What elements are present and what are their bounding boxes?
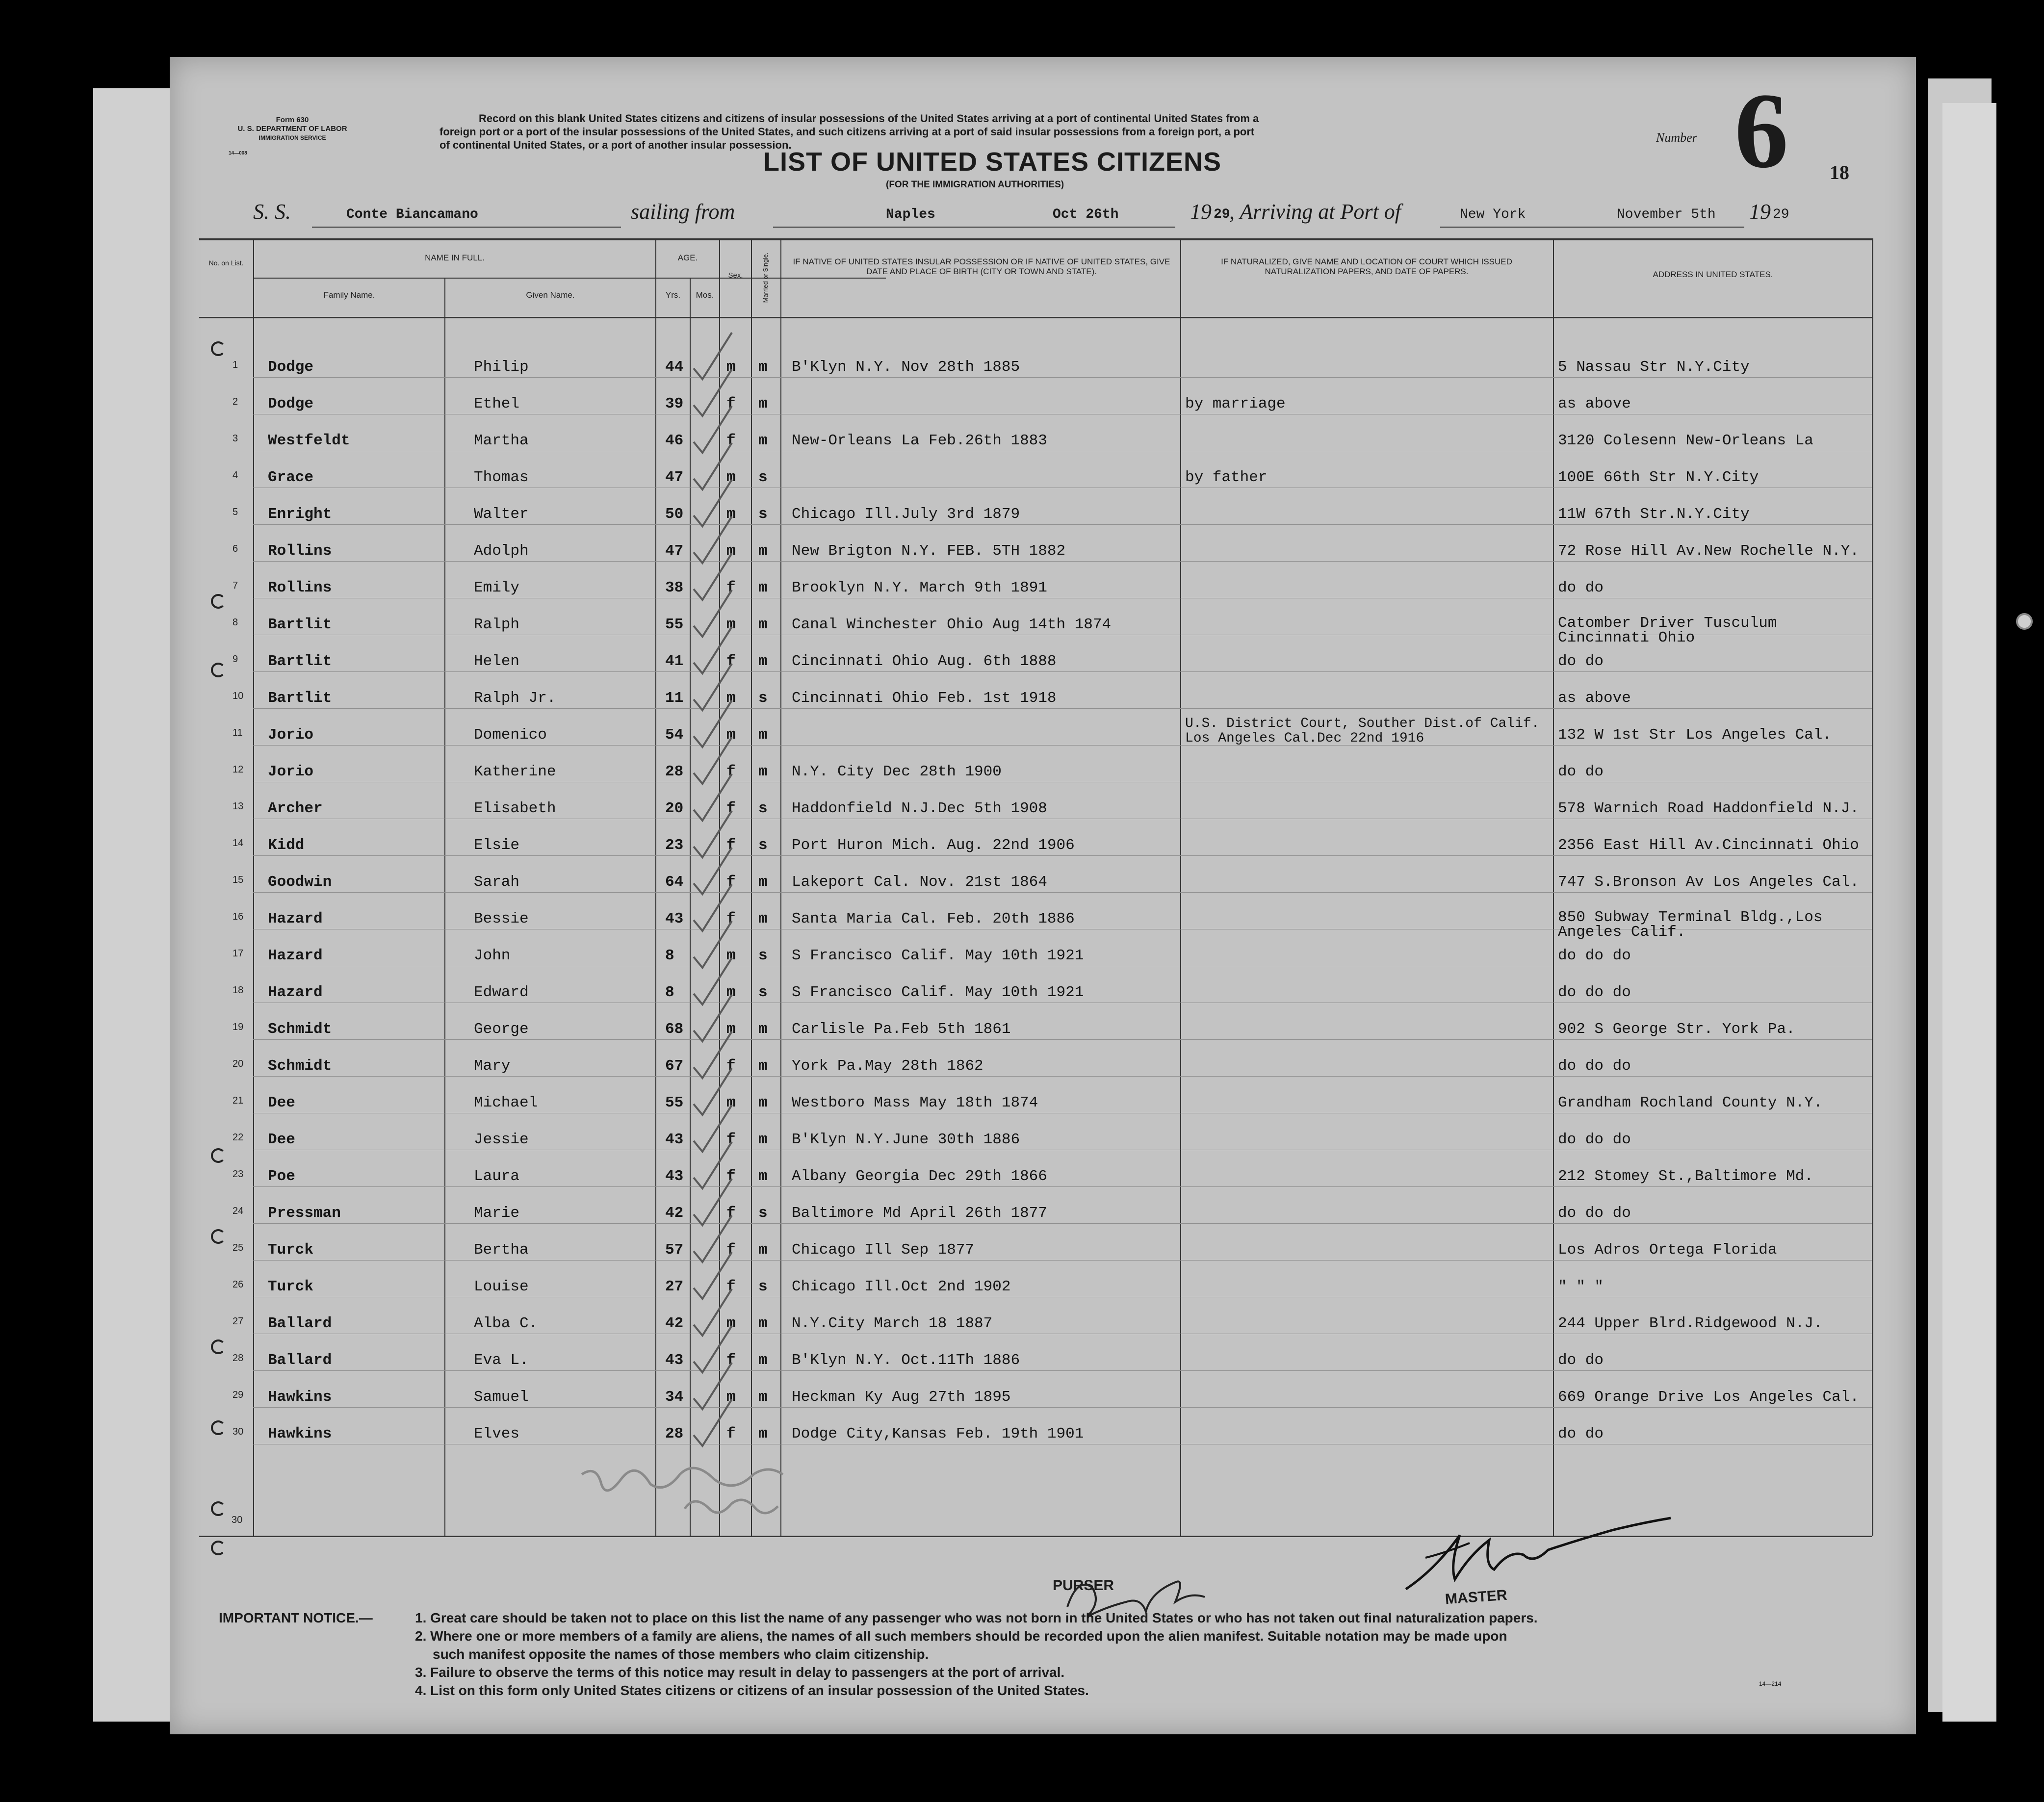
- birthplace-cell: N.Y.City March 18 1887: [792, 1315, 993, 1332]
- marital-status-cell: m: [758, 1168, 768, 1185]
- marital-status-cell: m: [758, 874, 768, 891]
- master-label: MASTER: [1444, 1587, 1508, 1608]
- col-sex: Sex.: [728, 271, 743, 280]
- birthplace-cell: Chicago Ill.Oct 2nd 1902: [792, 1278, 1011, 1295]
- corner-number: 18: [1830, 161, 1849, 183]
- age-cell: 44: [665, 359, 684, 376]
- birthplace-cell: Lakeport Cal. Nov. 21st 1864: [792, 874, 1047, 891]
- birthplace-cell: Westboro Mass May 18th 1874: [792, 1094, 1038, 1111]
- given-name-cell: Ralph: [474, 616, 520, 633]
- binding-hole: [2016, 613, 2033, 630]
- marital-status-cell: s: [758, 506, 768, 523]
- line-number: 21: [233, 1095, 244, 1106]
- given-name-cell: Domenico: [474, 726, 547, 744]
- birthplace-cell: Haddonfield N.J.Dec 5th 1908: [792, 800, 1047, 817]
- birthplace-cell: Cincinnati Ohio Feb. 1st 1918: [792, 690, 1057, 707]
- family-name-cell: Westfeldt: [268, 432, 350, 449]
- age-cell: 64: [665, 874, 684, 891]
- birthplace-cell: New-Orleans La Feb.26th 1883: [792, 432, 1047, 449]
- sex-cell: m: [726, 690, 736, 707]
- age-cell: 23: [665, 837, 684, 854]
- given-name-cell: Laura: [474, 1168, 520, 1185]
- notice-2b: such manifest opposite the names of those members who claim citizenship.: [433, 1647, 929, 1662]
- marital-status-cell: s: [758, 469, 768, 486]
- line-number: 24: [233, 1206, 244, 1216]
- family-name-cell: Bartlit: [268, 653, 332, 670]
- marital-status-cell: m: [758, 910, 768, 927]
- birthplace-cell: Baltimore Md April 26th 1877: [792, 1205, 1047, 1222]
- sex-cell: f: [726, 1131, 736, 1148]
- given-name-cell: Eva L.: [474, 1352, 529, 1369]
- marital-status-cell: s: [758, 800, 768, 817]
- family-name-cell: Dee: [268, 1131, 295, 1148]
- line-number: 30: [233, 1426, 244, 1437]
- sex-cell: m: [726, 984, 736, 1001]
- marital-status-cell: m: [758, 359, 768, 376]
- given-name-cell: Ralph Jr.: [474, 690, 556, 707]
- family-name-cell: Bartlit: [268, 690, 332, 707]
- preamble-line-1: Record on this blank United States citizens and citizens of insular possessions of the United States arriving at a port of continental United States from a: [479, 112, 1259, 125]
- address-cell: do do: [1558, 1352, 1604, 1369]
- address-cell: as above: [1558, 395, 1631, 412]
- list-number: 6: [1734, 71, 1788, 190]
- departure-port: Naples: [886, 207, 935, 222]
- given-name-cell: George: [474, 1021, 529, 1038]
- family-name-cell: Jorio: [268, 726, 314, 744]
- marital-status-cell: m: [758, 395, 768, 412]
- col-married-single: Married or Single.: [762, 252, 769, 303]
- given-name-cell: Walter: [474, 506, 529, 523]
- address-cell: 244 Upper Blrd.Ridgewood N.J.: [1558, 1315, 1823, 1332]
- age-cell: 42: [665, 1205, 684, 1222]
- family-name-cell: Dodge: [268, 359, 314, 376]
- col-yrs: Yrs.: [665, 290, 681, 300]
- sex-cell: f: [726, 1241, 736, 1259]
- marital-status-cell: m: [758, 1352, 768, 1369]
- birthplace-cell: Santa Maria Cal. Feb. 20th 1886: [792, 910, 1075, 927]
- given-name-cell: Katherine: [474, 763, 556, 780]
- birthplace-cell: Chicago Ill.July 3rd 1879: [792, 506, 1020, 523]
- line-number: 10: [233, 691, 244, 701]
- sex-cell: m: [726, 469, 736, 486]
- line-number: 9: [233, 654, 238, 665]
- col-no-on-list: No. on List.: [208, 259, 244, 267]
- sex-cell: f: [726, 1205, 736, 1222]
- family-name-cell: Pressman: [268, 1205, 341, 1222]
- given-name-cell: John: [474, 947, 511, 964]
- year-suffix-1: 29: [1214, 207, 1230, 222]
- col-birth: IF NATIVE OF UNITED STATES INSULAR POSSESSION OR IF NATIVE OF UNITED STATES, GIVE DATE AND PLACE OF BIRTH (CITY OR TOWN AND STATE).: [793, 257, 1170, 276]
- marital-status-cell: m: [758, 542, 768, 560]
- birthplace-cell: Dodge City,Kansas Feb. 19th 1901: [792, 1425, 1084, 1442]
- sex-cell: m: [726, 1315, 736, 1332]
- extra-line-number: 30: [232, 1515, 243, 1525]
- birthplace-cell: Carlisle Pa.Feb 5th 1861: [792, 1021, 1011, 1038]
- col-given-name: Given Name.: [526, 290, 575, 300]
- family-name-cell: Schmidt: [268, 1021, 332, 1038]
- address-cell: 669 Orange Drive Los Angeles Cal.: [1558, 1389, 1859, 1406]
- col-naturalized: IF NATURALIZED, GIVE NAME AND LOCATION OF COURT WHICH ISSUED NATURALIZATION PAPERS, AND DATE OF PAPERS.: [1221, 257, 1512, 276]
- age-cell: 28: [665, 1425, 684, 1442]
- sex-cell: m: [726, 1021, 736, 1038]
- marital-status-cell: s: [758, 690, 768, 707]
- marital-status-cell: m: [758, 579, 768, 596]
- given-name-cell: Louise: [474, 1278, 529, 1295]
- family-name-cell: Goodwin: [268, 874, 332, 891]
- marital-status-cell: m: [758, 1389, 768, 1406]
- age-cell: 8: [665, 984, 674, 1001]
- department-name: U. S. DEPARTMENT OF LABOR: [237, 125, 347, 133]
- birthplace-cell: Brooklyn N.Y. March 9th 1891: [792, 579, 1047, 596]
- sex-cell: m: [726, 359, 736, 376]
- sailing-from-label: sailing from: [631, 200, 735, 224]
- birthplace-cell: Heckman Ky Aug 27th 1895: [792, 1389, 1011, 1406]
- sex-cell: m: [726, 542, 736, 560]
- age-cell: 28: [665, 763, 684, 780]
- birthplace-cell: B'Klyn N.Y.June 30th 1886: [792, 1131, 1020, 1148]
- family-name-cell: Turck: [268, 1278, 314, 1295]
- marital-status-cell: m: [758, 1315, 768, 1332]
- preamble-line-2: foreign port or a port of the insular possessions of the United States, and such citizens arriving at a port of said insular possessions from a foreign port, a port: [440, 126, 1255, 138]
- address-cell: do do do: [1558, 984, 1631, 1001]
- address-cell: do do do: [1558, 1057, 1631, 1075]
- age-cell: 38: [665, 579, 684, 596]
- birthplace-cell: Canal Winchester Ohio Aug 14th 1874: [792, 616, 1112, 633]
- age-cell: 67: [665, 1057, 684, 1075]
- given-name-cell: Elves: [474, 1425, 520, 1442]
- family-name-cell: Dee: [268, 1094, 295, 1111]
- sex-cell: f: [726, 395, 736, 412]
- age-cell: 55: [665, 1094, 684, 1111]
- age-cell: 20: [665, 800, 684, 817]
- given-name-cell: Jessie: [474, 1131, 529, 1148]
- sex-cell: f: [726, 653, 736, 670]
- line-number: 29: [233, 1390, 244, 1400]
- address-cell: 3120 Colesenn New-Orleans La: [1558, 432, 1813, 449]
- marital-status-cell: m: [758, 653, 768, 670]
- manifest-page: [170, 57, 1916, 1734]
- sex-cell: f: [726, 763, 736, 780]
- form-title: LIST OF UNITED STATES CITIZENS: [763, 147, 1221, 177]
- given-name-cell: Ethel: [474, 395, 520, 412]
- line-number: 3: [233, 433, 238, 444]
- given-name-cell: Alba C.: [474, 1315, 538, 1332]
- col-name-in-full: NAME IN FULL.: [425, 253, 485, 262]
- address-cell: 747 S.Bronson Av Los Angeles Cal.: [1558, 874, 1859, 891]
- notice-3: 3. Failure to observe the terms of this notice may result in delay to passengers at the port of arrival.: [415, 1665, 1065, 1680]
- address-cell: 72 Rose Hill Av.New Rochelle N.Y.: [1558, 542, 1859, 560]
- address-cell: 850 Subway Terminal Bldg.,Los Angeles Calif.: [1558, 909, 1823, 941]
- line-number: 28: [233, 1353, 244, 1364]
- given-name-cell: Emily: [474, 579, 520, 596]
- line-number: 15: [233, 875, 244, 885]
- marital-status-cell: m: [758, 1131, 768, 1148]
- line-number: 18: [233, 985, 244, 996]
- family-name-cell: Bartlit: [268, 616, 332, 633]
- birthplace-cell: N.Y. City Dec 28th 1900: [792, 763, 1002, 780]
- line-number: 19: [233, 1022, 244, 1032]
- sex-cell: m: [726, 726, 736, 744]
- age-cell: 50: [665, 506, 684, 523]
- ship-name: Conte Biancamano: [346, 207, 478, 222]
- family-name-cell: Archer: [268, 800, 323, 817]
- number-label: Number: [1656, 130, 1697, 145]
- family-name-cell: Rollins: [268, 579, 332, 596]
- marital-status-cell: s: [758, 1278, 768, 1295]
- age-cell: 46: [665, 432, 684, 449]
- age-cell: 8: [665, 947, 674, 964]
- notice-2a: 2. Where one or more members of a family are aliens, the names of all such members should be recorded upon the alien manifest. Suitable notation may be made upon: [415, 1628, 1507, 1644]
- given-name-cell: Samuel: [474, 1389, 529, 1406]
- marital-status-cell: m: [758, 1241, 768, 1259]
- age-cell: 47: [665, 469, 684, 486]
- line-number: 22: [233, 1132, 244, 1143]
- age-cell: 43: [665, 1131, 684, 1148]
- sex-cell: f: [726, 837, 736, 854]
- age-cell: 54: [665, 726, 684, 744]
- page-edge: [93, 88, 177, 1722]
- marital-status-cell: s: [758, 837, 768, 854]
- naturalization-cell: by marriage: [1185, 395, 1286, 412]
- birthplace-cell: S Francisco Calif. May 10th 1921: [792, 947, 1084, 964]
- age-cell: 43: [665, 910, 684, 927]
- notice-4: 4. List on this form only United States citizens or citizens of an insular possession of the United States.: [415, 1683, 1089, 1698]
- sex-cell: f: [726, 1425, 736, 1442]
- marital-status-cell: s: [758, 947, 768, 964]
- line-number: 13: [233, 801, 244, 812]
- family-name-cell: Hawkins: [268, 1389, 332, 1406]
- sex-cell: f: [726, 1352, 736, 1369]
- marital-status-cell: m: [758, 1021, 768, 1038]
- address-cell: do do do: [1558, 947, 1631, 964]
- family-name-cell: Hazard: [268, 984, 323, 1001]
- given-name-cell: Elisabeth: [474, 800, 556, 817]
- birthplace-cell: Cincinnati Ohio Aug. 6th 1888: [792, 653, 1057, 670]
- address-cell: 212 Stomey St.,Baltimore Md.: [1558, 1168, 1813, 1185]
- notice-1: 1. Great care should be taken not to place on this list the name of any passenger who was not born in the United States or who has not taken out final naturalization papers.: [415, 1610, 1538, 1625]
- family-name-cell: Grace: [268, 469, 314, 486]
- family-name-cell: Turck: [268, 1241, 314, 1259]
- sex-cell: f: [726, 1057, 736, 1075]
- col-family-name: Family Name.: [323, 290, 375, 300]
- given-name-cell: Helen: [474, 653, 520, 670]
- family-name-cell: Schmidt: [268, 1057, 332, 1075]
- line-number: 17: [233, 948, 244, 959]
- line-number: 23: [233, 1169, 244, 1180]
- line-number: 1: [233, 360, 238, 370]
- address-cell: do do: [1558, 579, 1604, 596]
- sex-cell: f: [726, 874, 736, 891]
- birthplace-cell: S Francisco Calif. May 10th 1921: [792, 984, 1084, 1001]
- birthplace-cell: Port Huron Mich. Aug. 22nd 1906: [792, 837, 1075, 854]
- print-code: 14—008: [229, 151, 247, 156]
- address-cell: Los Adros Ortega Florida: [1558, 1241, 1777, 1259]
- age-cell: 57: [665, 1241, 684, 1259]
- address-cell: 902 S George Str. York Pa.: [1558, 1021, 1795, 1038]
- address-cell: do do do: [1558, 1205, 1631, 1222]
- family-name-cell: Dodge: [268, 395, 314, 412]
- marital-status-cell: m: [758, 1094, 768, 1111]
- given-name-cell: Michael: [474, 1094, 538, 1111]
- form-number: Form 630: [276, 116, 309, 124]
- address-cell: 5 Nassau Str N.Y.City: [1558, 359, 1750, 376]
- sex-cell: m: [726, 616, 736, 633]
- line-number: 27: [233, 1316, 244, 1327]
- birthplace-cell: B'Klyn N.Y. Oct.11Th 1886: [792, 1352, 1020, 1369]
- given-name-cell: Elsie: [474, 837, 520, 854]
- line-number: 20: [233, 1058, 244, 1069]
- address-cell: 100E 66th Str N.Y.City: [1558, 469, 1759, 486]
- year-suffix-2: 29: [1773, 207, 1789, 222]
- line-number: 25: [233, 1242, 244, 1253]
- naturalization-cell: U.S. District Court, Souther Dist.of Calif. Los Angeles Cal.Dec 22nd 1916: [1185, 716, 1540, 746]
- line-number: 2: [233, 396, 238, 407]
- line-number: 14: [233, 838, 244, 849]
- address-cell: do do: [1558, 763, 1604, 780]
- age-cell: 47: [665, 542, 684, 560]
- given-name-cell: Edward: [474, 984, 529, 1001]
- address-cell: Catomber Driver Tusculum Cincinnati Ohio: [1558, 615, 1777, 646]
- footer-print-code: 14—214: [1759, 1680, 1782, 1687]
- age-cell: 43: [665, 1168, 684, 1185]
- given-name-cell: Sarah: [474, 874, 520, 891]
- departure-date: Oct 26th: [1053, 207, 1119, 222]
- given-name-cell: Martha: [474, 432, 529, 449]
- form-subtitle: (FOR THE IMMIGRATION AUTHORITIES): [886, 180, 1064, 190]
- marital-status-cell: m: [758, 726, 768, 744]
- family-name-cell: Ballard: [268, 1352, 332, 1369]
- sex-cell: f: [726, 579, 736, 596]
- preamble-line-3: of continental United States, or a port of another insular possession.: [440, 139, 792, 151]
- age-cell: 42: [665, 1315, 684, 1332]
- age-cell: 11: [665, 690, 684, 707]
- address-cell: " " ": [1558, 1278, 1604, 1295]
- line-number: 16: [233, 911, 244, 922]
- age-cell: 39: [665, 395, 684, 412]
- address-cell: do do: [1558, 653, 1604, 670]
- age-cell: 34: [665, 1389, 684, 1406]
- address-cell: 578 Warnich Road Haddonfield N.J.: [1558, 800, 1859, 817]
- arriving-label: , Arriving at Port of: [1229, 200, 1401, 224]
- given-name-cell: Marie: [474, 1205, 520, 1222]
- address-cell: as above: [1558, 690, 1631, 707]
- address-cell: 2356 East Hill Av.Cincinnati Ohio: [1558, 837, 1859, 854]
- line-number: 6: [233, 543, 238, 554]
- sex-cell: f: [726, 432, 736, 449]
- address-cell: do do: [1558, 1425, 1604, 1442]
- family-name-cell: Rollins: [268, 542, 332, 560]
- purser-label: PURSER: [1053, 1577, 1114, 1594]
- col-mos: Mos.: [696, 290, 714, 300]
- line-number: 7: [233, 580, 238, 591]
- marital-status-cell: m: [758, 1057, 768, 1075]
- marital-status-cell: m: [758, 432, 768, 449]
- line-number: 5: [233, 507, 238, 517]
- birthplace-cell: New Brigton N.Y. FEB. 5TH 1882: [792, 542, 1066, 560]
- naturalization-cell: by father: [1185, 469, 1268, 486]
- address-cell: 11W 67th Str.N.Y.City: [1558, 506, 1750, 523]
- important-notice: [415, 1609, 1887, 1699]
- family-name-cell: Jorio: [268, 763, 314, 780]
- birthplace-cell: Chicago Ill Sep 1877: [792, 1241, 975, 1259]
- arrival-date: November 5th: [1617, 207, 1716, 222]
- line-number: 26: [233, 1279, 244, 1290]
- service-name: IMMIGRATION SERVICE: [259, 134, 326, 141]
- given-name-cell: Adolph: [474, 542, 529, 560]
- family-name-cell: Hazard: [268, 910, 323, 927]
- address-cell: do do do: [1558, 1131, 1631, 1148]
- marital-status-cell: s: [758, 984, 768, 1001]
- marital-status-cell: s: [758, 1205, 768, 1222]
- given-name-cell: Mary: [474, 1057, 511, 1075]
- col-age: AGE.: [677, 253, 698, 262]
- given-name-cell: Bessie: [474, 910, 529, 927]
- col-address: ADDRESS IN UNITED STATES.: [1653, 270, 1773, 279]
- line-number: 11: [233, 727, 243, 738]
- given-name-cell: Philip: [474, 359, 529, 376]
- ss-label: S. S.: [253, 200, 291, 224]
- family-name-cell: Hazard: [268, 947, 323, 964]
- birthplace-cell: York Pa.May 28th 1862: [792, 1057, 983, 1075]
- age-cell: 27: [665, 1278, 684, 1295]
- given-name-cell: Thomas: [474, 469, 529, 486]
- sex-cell: m: [726, 1389, 736, 1406]
- sex-cell: m: [726, 1094, 736, 1111]
- line-number: 12: [233, 764, 244, 775]
- family-name-cell: Enright: [268, 506, 332, 523]
- address-cell: Grandham Rochland County N.Y.: [1558, 1094, 1823, 1111]
- family-name-cell: Hawkins: [268, 1425, 332, 1442]
- family-name-cell: Poe: [268, 1168, 295, 1185]
- age-cell: 55: [665, 616, 684, 633]
- age-cell: 41: [665, 653, 684, 670]
- marital-status-cell: m: [758, 763, 768, 780]
- given-name-cell: Bertha: [474, 1241, 529, 1259]
- sex-cell: m: [726, 506, 736, 523]
- page-edge: [1942, 103, 1996, 1722]
- family-name-cell: Ballard: [268, 1315, 332, 1332]
- address-cell: 132 W 1st Str Los Angeles Cal.: [1558, 726, 1832, 744]
- year-prefix-2: 19: [1749, 200, 1771, 224]
- year-prefix-1: 19: [1190, 200, 1212, 224]
- arrival-port: New York: [1460, 207, 1526, 222]
- sex-cell: f: [726, 1278, 736, 1295]
- birthplace-cell: Albany Georgia Dec 29th 1866: [792, 1168, 1047, 1185]
- sex-cell: f: [726, 800, 736, 817]
- sex-cell: f: [726, 910, 736, 927]
- master-signature: [170, 57, 1916, 1734]
- marital-status-cell: m: [758, 616, 768, 633]
- notice-label: IMPORTANT NOTICE.—: [219, 1610, 373, 1625]
- line-number: 8: [233, 617, 238, 628]
- age-cell: 43: [665, 1352, 684, 1369]
- birthplace-cell: B'Klyn N.Y. Nov 28th 1885: [792, 359, 1020, 376]
- sex-cell: m: [726, 947, 736, 964]
- sex-cell: f: [726, 1168, 736, 1185]
- family-name-cell: Kidd: [268, 837, 305, 854]
- age-cell: 68: [665, 1021, 684, 1038]
- line-number: 4: [233, 470, 238, 481]
- marital-status-cell: m: [758, 1425, 768, 1442]
